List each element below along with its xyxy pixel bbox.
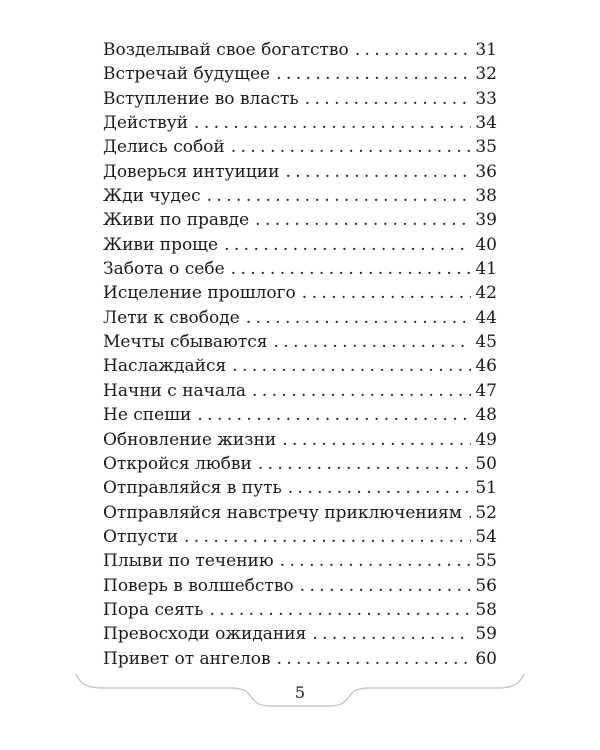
toc-entry-page: 42 — [475, 283, 497, 304]
toc-entry — [103, 281, 497, 305]
toc-entry-title: Исцеление прошлого — [103, 283, 296, 304]
dot-leader — [355, 38, 472, 62]
toc-entry-page: 40 — [475, 234, 497, 255]
toc-entry-title: Отпусти — [103, 526, 178, 547]
toc-entry-title: Отправляйся в путь — [103, 478, 282, 499]
dot-leader — [282, 428, 471, 452]
dot-leader — [276, 62, 471, 86]
toc-entry-page: 38 — [475, 186, 497, 207]
toc-entry-page: 39 — [475, 210, 497, 231]
toc-entry-title: Встречай будущее — [103, 64, 271, 85]
toc-entry-title: Привет от ангелов — [103, 648, 271, 669]
toc-entry — [103, 622, 497, 646]
toc-entry-page: 50 — [475, 453, 497, 474]
dot-leader — [231, 135, 472, 159]
toc-entry-title: Живи по правде — [103, 210, 250, 231]
toc-entry-page: 49 — [475, 429, 497, 450]
toc-entry-title: Вступление во власть — [103, 88, 299, 109]
toc-entry-page: 55 — [475, 551, 497, 572]
toc-entry — [103, 379, 497, 403]
dot-leader — [255, 208, 471, 232]
toc-entry-page: 32 — [475, 64, 497, 85]
toc-entry-title: Доверься интуиции — [103, 161, 280, 182]
toc-entry-title: Живи проще — [103, 234, 219, 255]
toc-entry — [103, 549, 497, 573]
toc-entry — [103, 428, 497, 452]
toc-entry-page: 44 — [475, 307, 497, 328]
toc-entry-page: 58 — [475, 599, 497, 620]
page-number: 5 — [294, 683, 306, 702]
toc-entry-page: 52 — [475, 502, 497, 523]
toc-entry-page: 45 — [475, 332, 497, 353]
dot-leader — [252, 379, 471, 403]
toc-entry-title: Обновление жизни — [103, 429, 277, 450]
toc-entry — [103, 525, 497, 549]
dot-leader — [258, 452, 472, 476]
toc-entry-title: Мечты сбываются — [103, 332, 268, 353]
toc-entry-page: 31 — [475, 40, 497, 60]
toc-entry — [103, 208, 497, 232]
toc-entry — [103, 257, 497, 281]
dot-leader — [224, 233, 471, 257]
toc-entry — [103, 184, 497, 208]
toc-entry-page: 34 — [475, 113, 497, 134]
toc-entry-page: 56 — [475, 575, 497, 596]
toc-entry — [103, 233, 497, 257]
toc-entry — [103, 111, 497, 135]
toc-entry-page: 54 — [475, 526, 497, 547]
toc-entry-page: 48 — [475, 405, 497, 426]
dot-leader — [280, 549, 472, 573]
toc-entry — [103, 62, 497, 86]
dot-leader — [194, 111, 471, 135]
dot-leader — [207, 184, 472, 208]
toc-entry — [103, 452, 497, 476]
toc-entry-page: 60 — [475, 648, 497, 669]
dot-leader — [197, 403, 471, 427]
dot-leader — [288, 476, 472, 500]
toc-entry-title: Плыви по течению — [103, 551, 274, 572]
toc-entry-title: Жди чудес — [103, 186, 201, 207]
toc-entry-title: Поверь в волшебство — [103, 575, 294, 596]
toc-entry-title: Лети к свободе — [103, 307, 240, 328]
toc-entry-page: 41 — [475, 259, 497, 280]
toc-entry-page: 51 — [475, 478, 497, 499]
toc-entry-page: 46 — [475, 356, 497, 377]
dot-leader — [231, 257, 472, 281]
table-of-contents — [103, 38, 497, 671]
toc-entry-page: 35 — [475, 137, 497, 158]
toc-entry — [103, 135, 497, 159]
toc-entry — [103, 598, 497, 622]
toc-entry — [103, 160, 497, 184]
toc-entry-title: Откройся любви — [103, 453, 252, 474]
toc-entry-title: Делись собой — [103, 137, 225, 158]
toc-entry-title: Наслаждайся — [103, 356, 227, 377]
dot-leader — [312, 622, 471, 646]
toc-entry — [103, 87, 497, 111]
dot-leader — [285, 160, 471, 184]
dot-leader — [274, 330, 472, 354]
toc-entry — [103, 38, 497, 62]
toc-entry — [103, 403, 497, 427]
dot-leader — [209, 598, 471, 622]
toc-entry-title: Действуй — [103, 113, 189, 134]
toc-entry — [103, 306, 497, 330]
toc-entry-page: 33 — [475, 88, 497, 109]
toc-entry-title: Забота о себе — [103, 259, 225, 280]
dot-leader — [300, 574, 472, 598]
dot-leader — [302, 281, 472, 305]
toc-entry-page: 36 — [475, 161, 497, 182]
toc-entry — [103, 574, 497, 598]
dot-leader — [246, 306, 472, 330]
dot-leader — [305, 87, 472, 111]
dot-leader — [184, 525, 471, 549]
toc-entry-title: Начни с начала — [103, 380, 246, 401]
dot-leader — [232, 354, 471, 378]
toc-entry-title: Возделывай свое богатство — [103, 40, 349, 60]
toc-entry — [103, 476, 497, 500]
toc-entry-page: 59 — [475, 624, 497, 645]
toc-entry — [103, 501, 497, 525]
toc-entry-title: Не спеши — [103, 405, 192, 426]
toc-entry — [103, 330, 497, 354]
dot-leader — [468, 501, 471, 525]
toc-entry — [103, 354, 497, 378]
toc-entry-page: 47 — [475, 380, 497, 401]
dot-leader — [277, 647, 472, 671]
toc-entry-title: Пора сеять — [103, 599, 204, 620]
toc-entry-title: Превосходи ожидания — [103, 624, 307, 645]
toc-entry-title: Отправляйся навстречу приключениям — [103, 502, 462, 523]
